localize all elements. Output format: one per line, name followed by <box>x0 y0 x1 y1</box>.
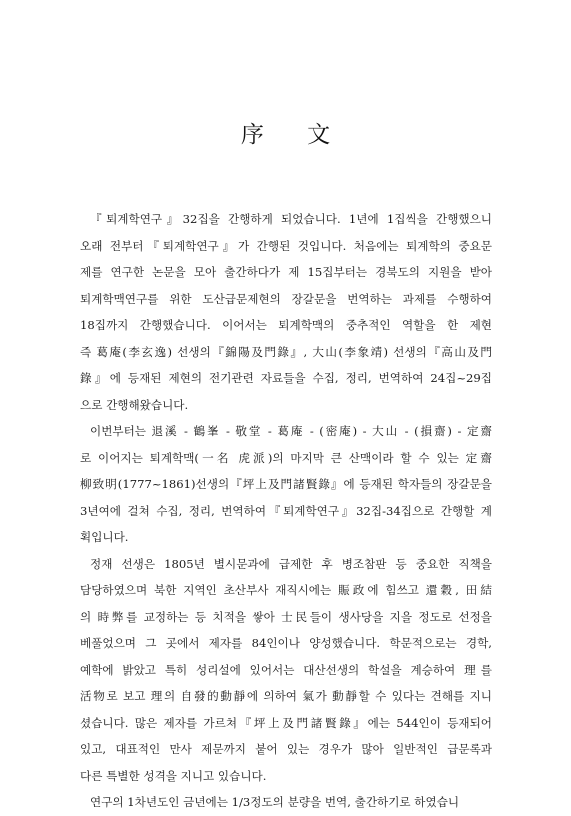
text-line: 정재 선생은 1805년 별시문과에 급제한 후 병조참판 등 중요한 직책을 <box>90 556 492 571</box>
text-line: 의 時弊를 교정하는 등 치적을 쌓아 士民들이 생사당을 지을 정도로 선정을 <box>80 609 492 624</box>
text-line: 즉 葛庵(李玄逸) 선생의『錦陽及門錄』, 大山(李象靖) 선생의『高山及門 <box>80 344 492 359</box>
text-line: 오래 전부터『퇴계학연구』가 간행된 것입니다. 처음에는 퇴계학의 중요문 <box>80 238 492 253</box>
text-line: 연구의 1차년도인 금년에는 1/3정도의 분량을 번역, 출간하기로 하였습니 <box>90 795 460 809</box>
text-line: 으로 간행해왔습니다. <box>80 397 189 412</box>
text-line: 셨습니다. 많은 제자를 가르쳐『坪上及門諸賢錄』에는 544인이 등재되어 <box>80 715 492 730</box>
paragraph <box>80 418 492 551</box>
text-line: 3년여에 걸쳐 수집, 정리, 번역하여『퇴계학연구』32집-34집으로 간행할 계 <box>80 503 492 518</box>
paragraph <box>80 551 492 790</box>
text-line: 錄』에 등재된 제현의 전기관련 자료들을 수집, 정리, 번역하여 24집~29집 <box>80 371 492 385</box>
page-title: 序 文 <box>240 122 349 148</box>
text-line: 이번부터는 退溪 - 鶴峯 - 敬堂 - 葛庵 - (密庵) - 大山 - (損齋) - 定齋 <box>90 424 492 438</box>
text-line: 퇴계학맥연구를 위한 도산급문제현의 장갈문을 번역하는 과제를 수행하여 <box>80 291 492 306</box>
text-line: 活物로 보고 理의 自發的動靜에 의하여 氣가 動靜할 수 있다는 견해를 지니 <box>80 689 492 703</box>
text-line: 18집까지 간행했습니다. 이어서는 퇴계학맥의 중추적인 역할을 한 제현 <box>80 318 492 332</box>
text-line: 담당하였으며 북한 지역인 초산부사 재직시에는 賑政에 힘쓰고 還穀, 田結 <box>80 583 492 597</box>
paragraph <box>80 789 492 816</box>
text-line: 柳致明(1777~1861)선생의『坪上及門諸賢錄』에 등재된 학자들의 장갈문을 <box>80 477 492 491</box>
text-line: 다른 특별한 성격을 지니고 있습니다. <box>80 768 267 783</box>
text-line: 획입니다. <box>80 530 129 544</box>
text-line: 있고, 대표적인 만사 제문까지 붙어 있는 경우가 많아 일반적인 급문록과 <box>80 742 492 756</box>
paragraph <box>80 206 492 418</box>
text-line: 베풀었으며 그 곳에서 제자를 84인이나 양성했습니다. 학문적으로는 경학, <box>80 636 492 650</box>
text-line: 제를 연구한 논문을 모아 출간하다가 제 15집부터는 경북도의 지원을 받아 <box>80 265 492 279</box>
preface-body <box>80 206 492 816</box>
text-line: 『퇴계학연구』32집을 간행하게 되었습니다. 1년에 1집씩을 간행했으니 <box>90 212 492 226</box>
text-line: 예학에 밝았고 특히 성리설에 있어서는 대산선생의 학설을 계승하여 理를 <box>80 662 492 677</box>
text-line: 로 이어지는 퇴계학맥(一名 虎派)의 마지막 큰 산맥이라 할 수 있는 定齋 <box>80 450 492 465</box>
